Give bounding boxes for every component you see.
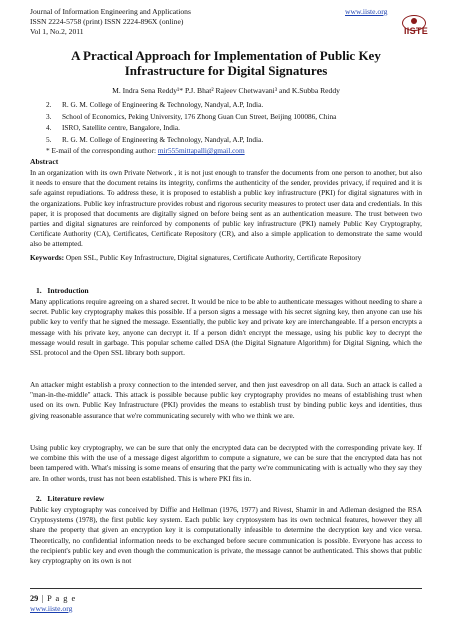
author-list: M. Indra Sena Reddy¹* P.J. Bhat² Rajeev Chetwavani³ and K.Subba Reddy <box>112 86 340 95</box>
section-heading-introduction: 1. Introduction <box>36 286 89 295</box>
footer-divider <box>30 588 422 589</box>
keywords <box>30 253 422 263</box>
journal-volume: Vol 1, No.2, 2011 <box>30 27 84 36</box>
abstract-heading: Abstract <box>30 157 59 166</box>
iiste-logo <box>402 15 428 37</box>
logo-text: IISTE <box>404 26 429 36</box>
literature-paragraph-1: Public key cryptography was conceived by Diffie and Hellman (1976, 1977) and Rivest, Shamir in and Adleman designed the RSA Cryptosystems (1978), the first public key system. Each public key cryptosystem has its own technical features, however they all share the property that given an encryption key it is computationally infeasible to determine the decryption key and vice versa. Theoretically, no confidential information needs to be exchanged before secure communication is possible. Everyone has access to the recipient's public key and even though the communication is private, the message cannot be authenticated. This shows that public key cryptography on its own is not <box>30 505 422 566</box>
abstract-text: In an organization with its own Private Network , it is not just enough to transfer the documents from one person to another, but also it needs to ensure that the document retains its integrity, confirms the authenticity of the sender, provides privacy, if required and it is safe against repudiations. To address these, it is proposed to establish a public key infrastructure (PKI) for digital signatures with in the organizations. Public key infrastructure provides robust and rigorous security measures to protect user data and credentials. In this paper, it is proposed that documents are digitally signed on before being sent as an authentication measure. The trust between two parties and digital signatures are reinforced by components of public key infrastructure (PKI) namely Public Key Cryptography, Certificate Authority (CA), Certificates, Certificate Repository (CR), and also a simple application to demonstrate the same would also be attempted. <box>30 168 422 249</box>
keywords-label: Keywords: <box>30 253 65 262</box>
journal-header <box>30 7 191 37</box>
affiliation-list <box>46 99 336 157</box>
intro-paragraph-1: Many applications require agreeing on a shared secret. It would be nice to be able to authenticate messages without needing to share a secret. Public key cryptography makes this possible. If a person signs a message with his secret signing key, then anyone can use his public key to verify that he signed the message. Essentially, the public key and private key are interchangeable. If a person encrypts a message with his private key, anyone can decrypt it. If a person didn't encrypt the message, using his public key to decrypt the message would result in garbage. This popular scheme called DSA (the Digital Signature Algorithm) for Digital Signing, which the SSL protocol and the Open SSL library both support. <box>30 297 422 358</box>
journal-issn: ISSN 2224-5758 (print) ISSN 2224-896X (online) <box>30 17 184 26</box>
affiliation-item: 5. R. G. M. College of Engineering & Technology, Nandyal, A.P, India. <box>46 134 264 144</box>
corresponding-email: * E-mail of the corresponding author: mir555mittapalli@gmail.com <box>46 146 245 156</box>
affiliation-item: 4. ISRO, Satellite centre, Bangalore, India. <box>46 123 180 133</box>
intro-paragraph-3: Using public key cryptography, we can be sure that only the encrypted data can be decrypted with the corresponding private key. If we combine this with the use of a message digest algorithm to compute a signature, we can be sure that the encrypted data has not been tampered with. What's missing is some means of ensuring that the party we're communicating with is actually who they say they are. In other words, trust has not been established. This is where PKI fits in. <box>30 443 422 483</box>
journal-site-link[interactable]: www.iiste.org <box>345 7 388 16</box>
page-number: 29 | P a g e <box>30 594 77 603</box>
affiliation-item: 2. R. G. M. College of Engineering & Technology, Nandyal, A.P, India. <box>46 100 264 109</box>
footer-site-link[interactable]: www.iiste.org <box>30 604 73 613</box>
intro-paragraph-2: An attacker might establish a proxy connection to the intended server, and then just eavesdrop on all data. Such an attack is called a "man-in-the-middle" attack. This attack is possible because public key cryptography provides no means of establishing trust when used on its own. Public Key Infrastructure (PKI) provides the means to establish trust by binding public keys and identities, thus giving reasonable assurance that we're communicating securely with who we think we are. <box>30 380 422 420</box>
section-heading-literature-review: 2. Literature review <box>36 494 105 503</box>
affiliation-item: 3. School of Economics, Peking University, 176 Zhong Guan Cun Street, Beijing 100086, China <box>46 111 337 121</box>
keywords-text: Open SSL, Public Key Infrastructure, Digital signatures, Certificate Authority, Certificate Repository <box>64 253 362 262</box>
paper-title: A Practical Approach for Implementation of Public Key Infrastructure for Digital Signatures <box>71 48 381 78</box>
email-link[interactable]: mir555mittapalli@gmail.com <box>157 146 245 156</box>
journal-name: Journal of Information Engineering and Applications <box>30 7 191 16</box>
